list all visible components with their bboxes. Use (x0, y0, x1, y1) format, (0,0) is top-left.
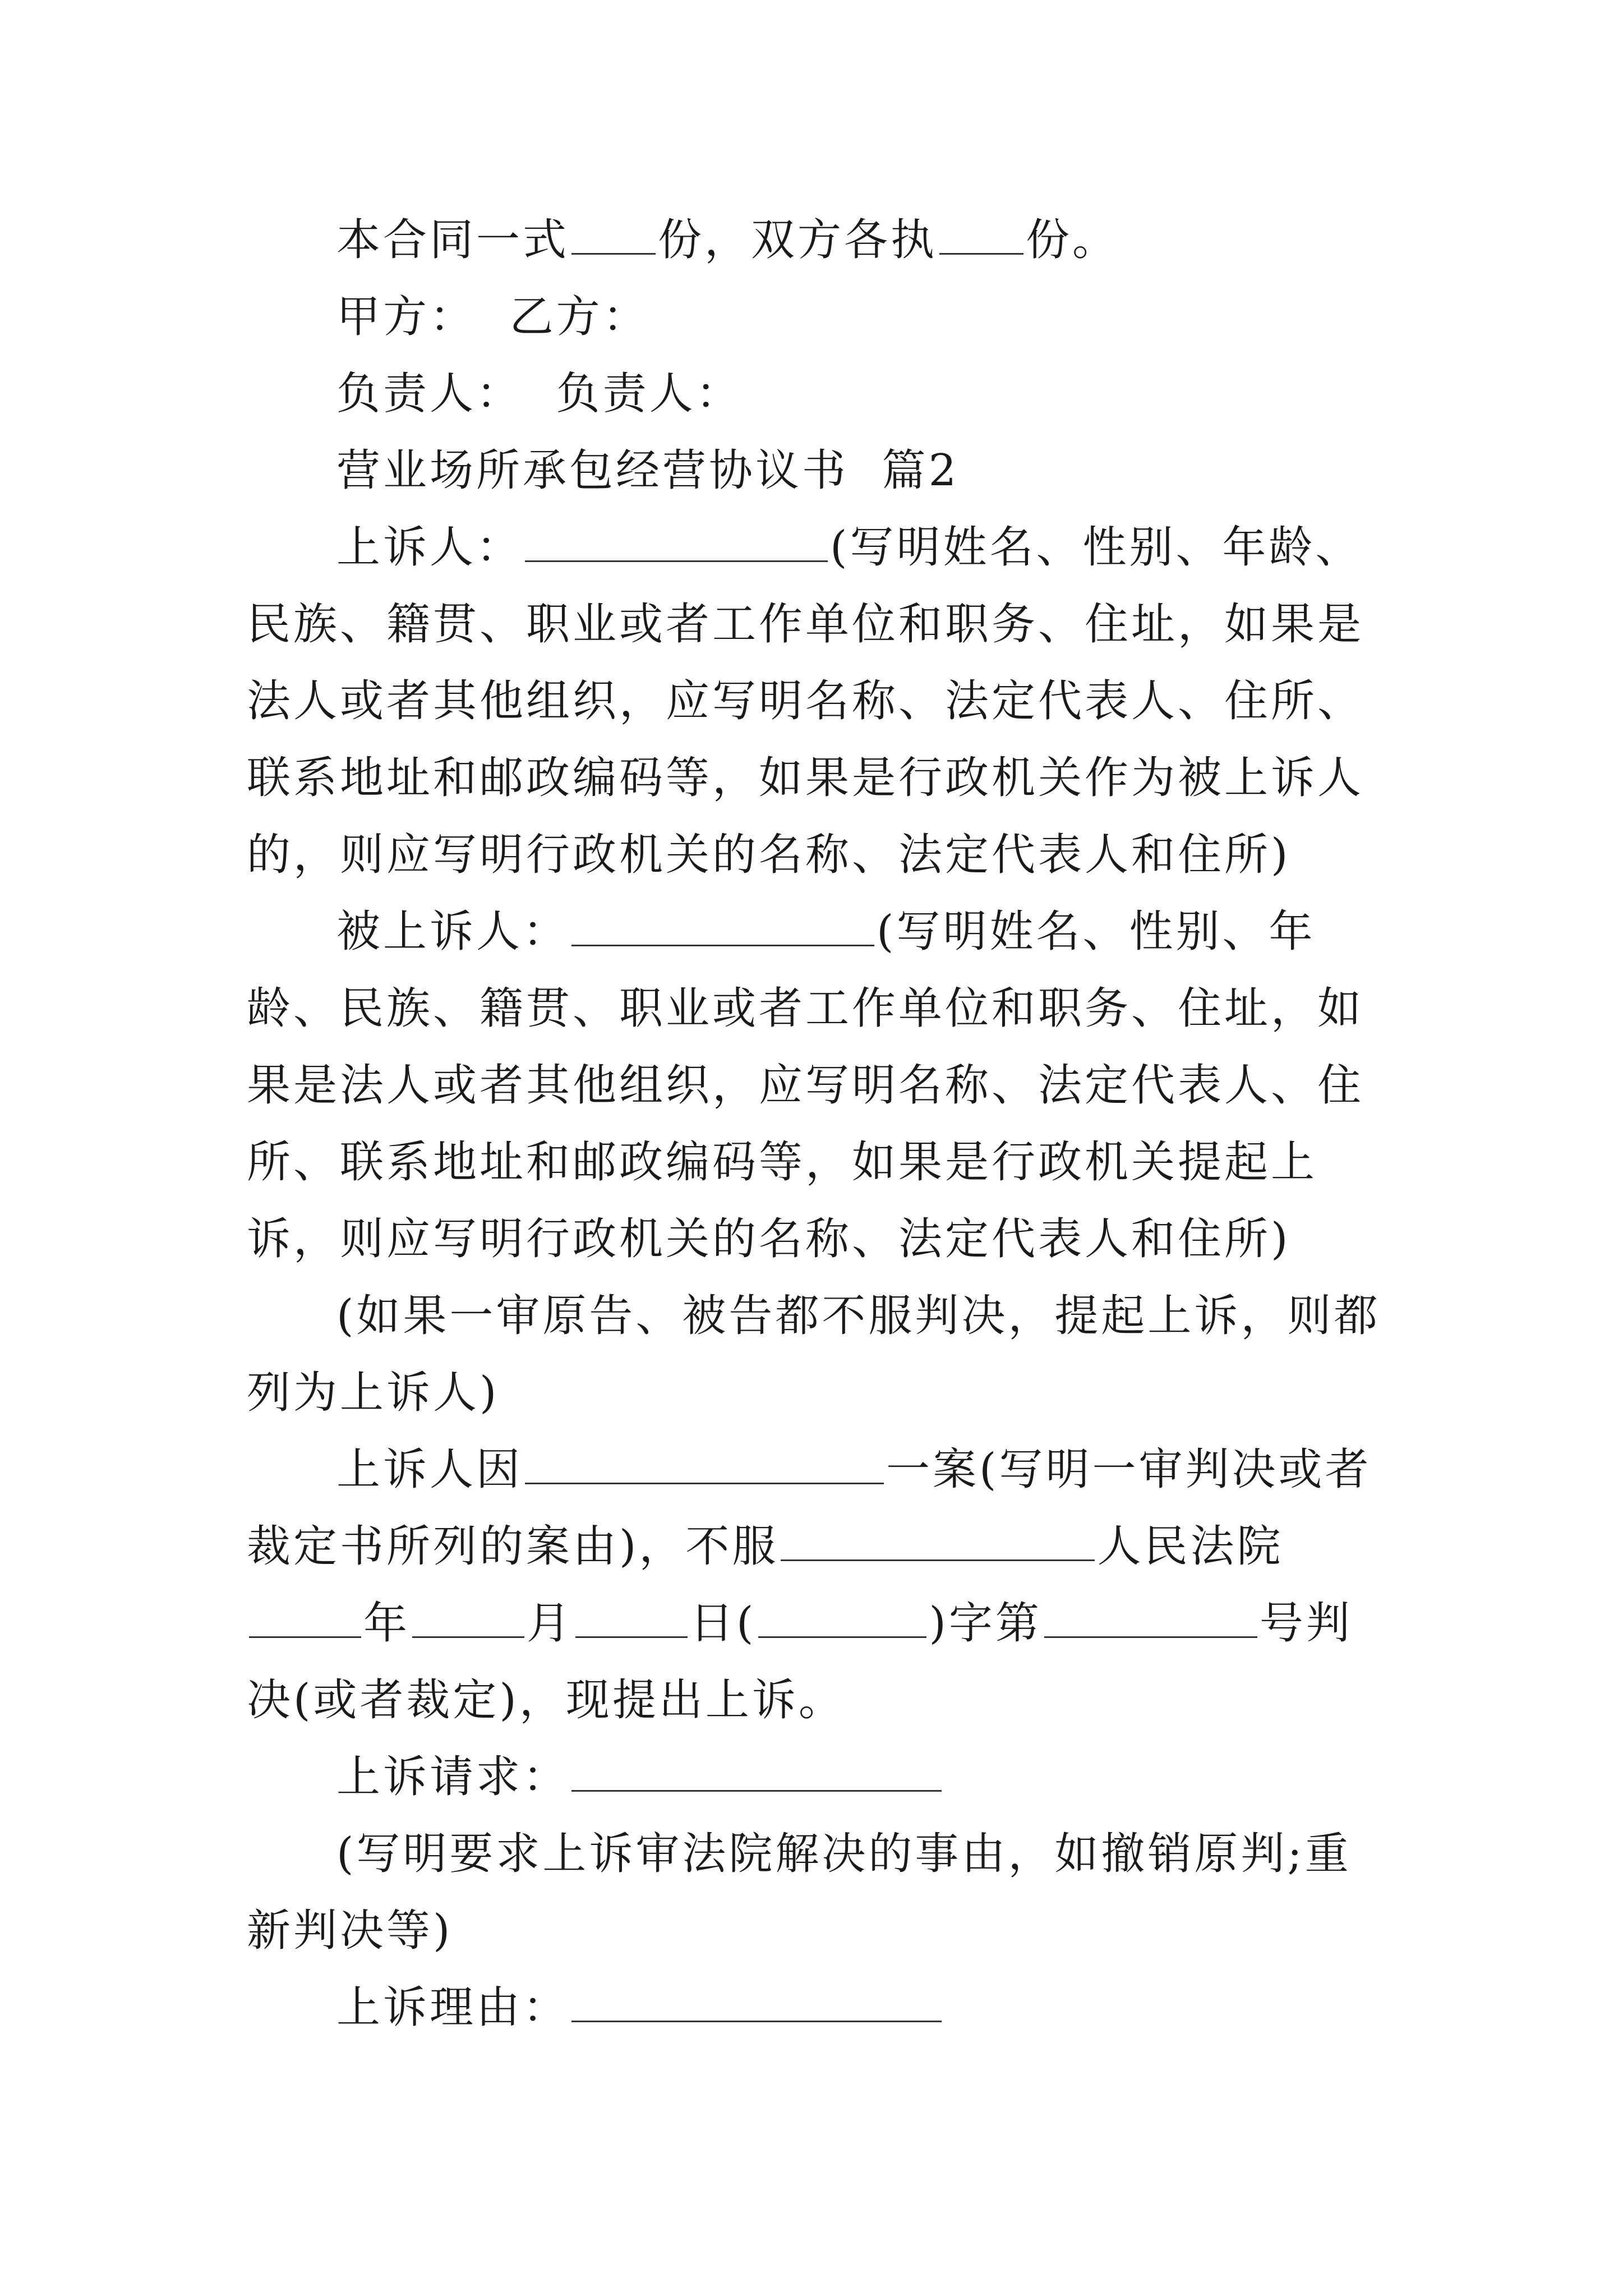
copies-text-b: 份，双方各执 (658, 215, 938, 265)
copies-text-c: 份。 (1026, 215, 1119, 265)
reason-label: 上诉理由： (336, 1982, 570, 2033)
request-blank (571, 1755, 942, 1792)
day-blank (575, 1602, 688, 1638)
case-text-h: 号判决(或者裁定)，现提出上诉。 (247, 1598, 1353, 1726)
case-text-g: )字第 (929, 1598, 1042, 1649)
case-text-a: 上诉人因 (336, 1444, 523, 1495)
case-text-f: 日( (690, 1598, 757, 1649)
paragraph-responsible: 负责人： 负责人： (336, 369, 743, 419)
paragraph-note: (如果一审原告、被告都不服判决，提起上诉，则都列为上诉人) (247, 1291, 1381, 1418)
paragraph-appeal-reason (247, 1970, 1391, 2046)
case-text-b: 一案(写明一审判决或者裁定书所列的案由)，不服 (247, 1444, 1372, 1572)
appellee-instructions: (写明姓名、性别、年龄、民族、籍贯、职业或者工作单位和职务、住址，如果是法人或者其他组织，应写明名称、法定代表人、住所、联系地址和邮政编码等，如果是行政机关提起上诉，则应写明行政机关的名称、法定代表人和住所) (247, 907, 1364, 1264)
reason-blank (571, 1986, 942, 2022)
case-text-d: 年 (363, 1598, 411, 1649)
paragraph-appellee (247, 894, 1391, 1278)
copies-each-blank (939, 218, 1023, 255)
paragraph-parties: 甲方： 乙方： (336, 292, 649, 342)
case-text-c: 人民法院 (1097, 1521, 1284, 1572)
docket-prefix-blank (758, 1602, 926, 1638)
paragraph-appeal-case (247, 1432, 1391, 1739)
section-heading: 营业场所承包经营协议书 篇2 (336, 445, 960, 496)
month-blank (412, 1602, 524, 1638)
appellee-blank (571, 910, 874, 946)
appellee-label: 被上诉人： (336, 907, 570, 957)
copies-text-a: 本合同一式 (336, 215, 570, 265)
copies-total-blank (571, 218, 656, 255)
paragraph-appeal-request (247, 1739, 1391, 1816)
year-blank (249, 1602, 361, 1638)
document-page (247, 202, 1391, 2046)
appellant-instructions: (写明姓名、性别、年龄、民族、籍贯、职业或者工作单位和职务、住址，如果是法人或者其他组织，应写明名称、法定代表人、住所、联系地址和邮政编码等，如果是行政机关作为被上诉人的，则应写明行政机关的名称、法定代表人和住所) (247, 522, 1364, 880)
paragraph-request-note: (写明要求上诉审法院解决的事由，如撤销原判;重新判决等) (247, 1829, 1352, 1956)
paragraph-copies (247, 202, 1391, 279)
docket-number-blank (1044, 1602, 1257, 1638)
appellant-blank (525, 526, 828, 562)
case-text-e: 月 (527, 1598, 574, 1649)
appellant-label: 上诉人： (336, 522, 523, 573)
paragraph-appellant (247, 509, 1391, 894)
request-label: 上诉请求： (336, 1752, 570, 1802)
court-blank (781, 1525, 1095, 1561)
case-blank (525, 1448, 884, 1484)
